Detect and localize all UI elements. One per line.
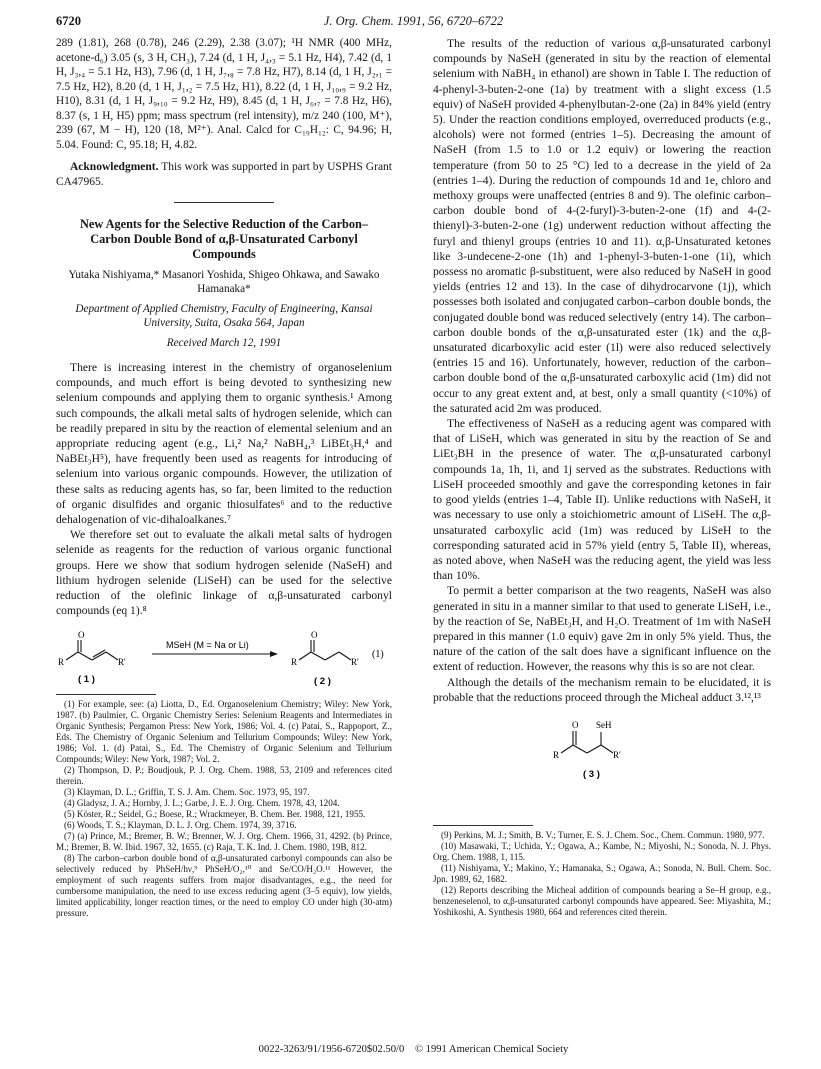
section-divider bbox=[174, 202, 274, 203]
acknowledgment bbox=[56, 160, 392, 190]
copyright: © 1991 American Chemical Society bbox=[414, 1044, 569, 1055]
footnote: (9) Perkins, M. J.; Smith, B. V.; Turner, E. S. J. Chem. Soc., Chem. Commun. 1980, 977. bbox=[441, 829, 765, 840]
oxygen-label-1: O bbox=[78, 630, 85, 641]
left-footnotes bbox=[56, 699, 392, 919]
adduct-bonds bbox=[561, 731, 613, 753]
prev-article-text: 289 (1.81), 268 (0.78), 246 (2.29), 2.38 (3.07); ¹H NMR (400 MHz, acetone-d₆) 3.05 (s, 3 H, CH₃), 7.24 (d, 1 H, J₄,₃ = 5.1 Hz, H4), 7.42 (d, 1 H, J₃,₄ = 5.1 Hz, H3), 7.96 (d, 1 H, J₇,₈ = 7.8 Hz, H7), 8.14 (d, 1 H, J₂,₁ = 7.5 Hz, H2), 8.20 (d, 1 H, J₁,₂ = 7.5 Hz, H1), 8.22 (d, 1 H, J₁₀,₉ = 9.2 Hz, H10), 8.31 (d, 1 H, J₉,₁₀ = 9.2 Hz, H9), 8.45 (d, 1 H, J₆,₇ = 7.8 Hz, H6), 8.37 (s, 1 H, H5) ppm; mass spectrum (rel intensity), m/z 240 (100, M⁺), 239 (67, M − H), 120 (18, M²⁺). Anal. Calcd for C₁₉H₁₂: C, 94.96; H, 5.04. Found: C, 95.18; H, 4.82. bbox=[56, 37, 392, 151]
footnote: (11) Nishiyama, Y.; Makino, Y.; Hamanaka, S.; Ogawa, A.; Sonoda, N. Bull. Chem. Soc. Jpn. 1989, 62, 1682. bbox=[433, 862, 771, 884]
footnote: (12) Reports describing the Micheal addition of compounds bearing a Se–H group, e.g., benzeneselenol, to α,β-unsaturated carbonyl compounds have appeared. See: Miyashita, M.; Yoshikoshi, A. Synthesis 1980, 664 and references cited therein. bbox=[433, 884, 771, 917]
aim-paragraph: We therefore set out to evaluate the alkali metal salts of hydrogen selenide as reagents for the reduction of various organic functional groups. Here we show that sodium hydrogen selenide (NaSeH) and lithium hydrogen selenide (LiSeH) can be used for the selective reduction of the olefinic linkage of α,β-unsaturated carbonyl compounds (eq 1).⁸ bbox=[56, 528, 392, 618]
substrate-structure bbox=[66, 640, 118, 660]
footnote-divider bbox=[56, 694, 156, 695]
article-code: 0022-3263/91/1956-6720$02.50/0 bbox=[258, 1044, 405, 1055]
rprime-label-1: R' bbox=[118, 657, 126, 668]
footnote: (7) (a) Prince, M.; Bremer, B. W.; Brenner, W. J. Org. Chem. 1966, 31, 4292. (b) Prince, M.; Bremer, B. W. Ibid. 1967, 32, 1655. (c) Raja, T. K. Ind. J. Chem. 1980, 19B, 812. bbox=[56, 831, 392, 853]
footnote: (10) Masawaki, T.; Uchida, Y.; Ogawa, A.; Kambe, N.; Miyoshi, N.; Sonoda, N. J. Phys. Org. Chem. 1988, 1, 115. bbox=[433, 840, 771, 862]
reaction-scheme-drawing bbox=[56, 630, 392, 688]
oxygen-label-2: O bbox=[311, 630, 318, 641]
page-number: 6720 bbox=[56, 14, 81, 28]
left-body bbox=[56, 360, 392, 618]
adduct-structure bbox=[433, 715, 771, 789]
journal-citation: J. Org. Chem. 1991, 56, 6720–6722 bbox=[323, 14, 504, 28]
received-date: Received March 12, 1991 bbox=[166, 337, 282, 349]
adduct-oxygen: O bbox=[572, 719, 579, 730]
adduct-structure-drawing bbox=[433, 715, 771, 789]
right-body bbox=[433, 36, 771, 705]
cation-paragraph: To permit a better comparison at the two reagents, NaSeH was also generated in situ in a manner similar to that used to generate LiSeH, i.e., by the reaction of Se, NaBEt₃H, and H₂O. Treatment of 1m with NaSeH prepared in this manner (1.0 equiv) gave 2m in only 5% yield. Thus, the nature of the cation of the salt does have a significant influence on the extent of reduction. However, the reasons why this is so are not clear. bbox=[433, 584, 771, 674]
ack-text: This work was supported in part by USPHS Grant CA47965. bbox=[56, 161, 392, 188]
r-label-1: R bbox=[58, 657, 65, 668]
adduct-rprime: R' bbox=[613, 749, 621, 760]
article-authors: Yutaka Nishiyama,* Masanori Yoshida, Shigeo Ohkawa, and Sawako Hamanaka* bbox=[68, 269, 380, 295]
article-title: New Agents for the Selective Reduction of the Carbon–Carbon Double Bond of α,β-Unsaturated Carbonyl Compounds bbox=[79, 217, 369, 261]
ack-label: Acknowledgment. bbox=[70, 161, 159, 173]
mechanism-paragraph: Although the details of the mechanism remain to be elucidated, it is probable that the reductions proceed through the Micheal adduct 3.¹²,¹³ bbox=[433, 675, 771, 704]
rprime-label-2: R' bbox=[351, 657, 359, 668]
page-footer bbox=[56, 1043, 771, 1057]
adduct-label: ( 3 ) bbox=[583, 768, 600, 780]
right-column bbox=[433, 36, 771, 918]
adduct-seh: SeH bbox=[596, 719, 612, 730]
footnote: (5) Köster, R.; Seidel, G.; Boese, R.; Wrackmeyer, B. Chem. Ber. 1988, 121, 1955. bbox=[64, 809, 366, 820]
affiliation: Department of Applied Chemistry, Faculty of Engineering, Kansai University, Suita, Osaka 564, Japan bbox=[75, 303, 373, 329]
footnote: (3) Klayman, D. L.; Griffin, T. S. J. Am. Chem. Soc. 1973, 95, 197. bbox=[64, 787, 310, 798]
arrowhead bbox=[270, 651, 278, 657]
footnote: (4) Gladysz, J. A.; Hornby, J. L.; Garbe, J. E. J. Org. Chem. 1978, 43, 1204. bbox=[64, 798, 340, 809]
intro-paragraph: There is increasing interest in the chemistry of organoselenium compounds, and much effort is being devoted to synthesizing new selenium compounds and applying them to organic synthesis.¹ Among such compounds, the alkali metal salts of hydrogen selenide, which can be readily prepared in situ by the reaction of elemental selenium and an appropriate reducing agent (e.g., Li,² Na,² NaBH₄,³ LiBEt₃H,⁴ and NaBEt₃H⁵), have frequently been used as reagents for introducing of selenium into various organic compounds. However, the utilization of these salts as reducing agents has, so far, been limited to the reduction of organic disulfides and organic thiosulfates⁶ and to the reductive dehalogenation of vic-dihaloalkanes.⁷ bbox=[56, 361, 392, 527]
r-label-2: R bbox=[291, 657, 298, 668]
right-footnote-block bbox=[433, 825, 771, 918]
reagent-label: MSeH (M = Na or Li) bbox=[166, 640, 249, 651]
compound-label-2: ( 2 ) bbox=[314, 676, 331, 688]
compound-label-1: ( 1 ) bbox=[78, 674, 95, 686]
adduct-r: R bbox=[553, 749, 560, 760]
footnote-divider bbox=[433, 825, 533, 826]
left-column bbox=[56, 36, 392, 919]
footnote: (8) The carbon–carbon double bond of α,β-unsaturated carbonyl compounds can also be selectively reduced by PhSeH/hν,⁹ PhSeH/O₂,¹⁰ and Se/CO/H₂O.¹¹ However, the employment of such reagents suffers from major disadvantages, e.g., the need for cumbersome manipulation, the need to use excess reducing agent (3–5 equiv), low yields, limited applicability, longer reaction times, or the need to employ CO under high (30-atm) pressure. bbox=[56, 853, 392, 919]
right-footnotes bbox=[433, 830, 771, 918]
page-header bbox=[56, 13, 771, 29]
comparison-paragraph: The effectiveness of NaSeH as a reducing agent was compared with that of LiSeH, which was generated in situ by the reaction of Se and LiEt₃BH in the presence of water. The α,β-unsaturated carbonyl compounds 1a, 1h, 1i, and 1j served as the substrates. Reductions with LiSeH proceeded smoothly and gave the corresponding ketones in fair to good yields (entries 1–4, Table II). Unlike reductions with NaSeH, it was necessary to use only a stoichiometric amount of LiSeH. The α,β-unsaturated carboxylic acid (1m) was reduced by LiSeH to the corresponding saturated acid in 57% yield (entry 5, Table II), whereas, as noted above, when NaSeH was the reducing agent, the yield was less than 10%. bbox=[433, 417, 771, 583]
footnote: (1) For example, see: (a) Liotta, D., Ed. Organoselenium Chemistry; Wiley: New York, 1987. (b) Paulmier, C. Organic Chemistry Series: Selenium Reagents and Intermediates in Organic Synthesis; Pergamon Press: New York, 1986; Vol. 4. (c) Patai, S., Rappoport, Z., Eds. The Chemistry of Organic Selenium and Tellurium Compounds; Wiley: New York, 1986; Vol. 1. (d) Patai, S., Ed. The Chemistry of Organic Selenium and Tellurium Compounds; Wiley: New York, 1987; Vol. 2. bbox=[56, 699, 392, 765]
equation-number: (1) bbox=[372, 649, 384, 661]
results-paragraph: The results of the reduction of various α,β-unsaturated carbonyl compounds by NaSeH (generated in situ by the reaction of elemental selenium with NaBH₄ in ethanol) are shown in Table I. The reduction of 4-phenyl-3-buten-2-one (1a) by treatment with a slight excess (1.5 equiv) of NaSeH provided 4-phenylbutan-2-one (2a) in 84% yield (entry 5). Under the reaction conditions employed, overreduced products (e.g., alcohols) were not formed (entries 1–5). Decreasing the amount of NaSeH (from 1.5 to 1.0 or 1.2 equiv) or lowering the reaction temperature (from 50 to 25 °C) led to a decrease in the yield of 2a (entries 1–4). During the reduction of compounds 1d and 1e, chloro and methoxy groups were unaffected (entries 8 and 9). The olefinic carbon–carbon double bond of 4-(2-furyl)-3-buten-2-one (1f) and 4-(2-thienyl)-3-buten-2-one (1g) underwent reduction without affecting the furyl and thienyl groups (entries 10 and 11). α,β-Unsaturated ketones like 3-undecene-2-one (1h) and 1-phenyl-3-buten-1-one (1i), which possess no aromatic β-substituent, were also reduced by NaSeH in good yields (entries 12 and 13). In the case of dihydrocarvone (1j), which possesses both isolated and conjugated carbon–carbon double bonds, the conjugated double bond was reduced selectively (entry 14). The carbon–carbon double bonds of the α,β-unsaturated ester (1k) and the α,β-unsaturated dicarboxylic acid ester (1l) were also reduced selectively (entries 15 and 16). Unfortunately, however, reduction of the carbon–carbon double bond of the α,β-unsaturated carboxylic acid (1m) did not occur to any great extent and, at best, only a small quantity (<10%) of the saturated acid 2m was produced. bbox=[433, 37, 771, 415]
footnote: (6) Woods, T. S.; Klayman, D. L. J. Org. Chem. 1974, 39, 3716. bbox=[64, 820, 297, 831]
footnote: (2) Thompson, D. P.; Boudjouk, P. J. Org. Chem. 1988, 53, 2109 and references cited therein. bbox=[56, 765, 392, 787]
product-structure bbox=[299, 640, 351, 660]
reaction-scheme bbox=[56, 630, 392, 688]
